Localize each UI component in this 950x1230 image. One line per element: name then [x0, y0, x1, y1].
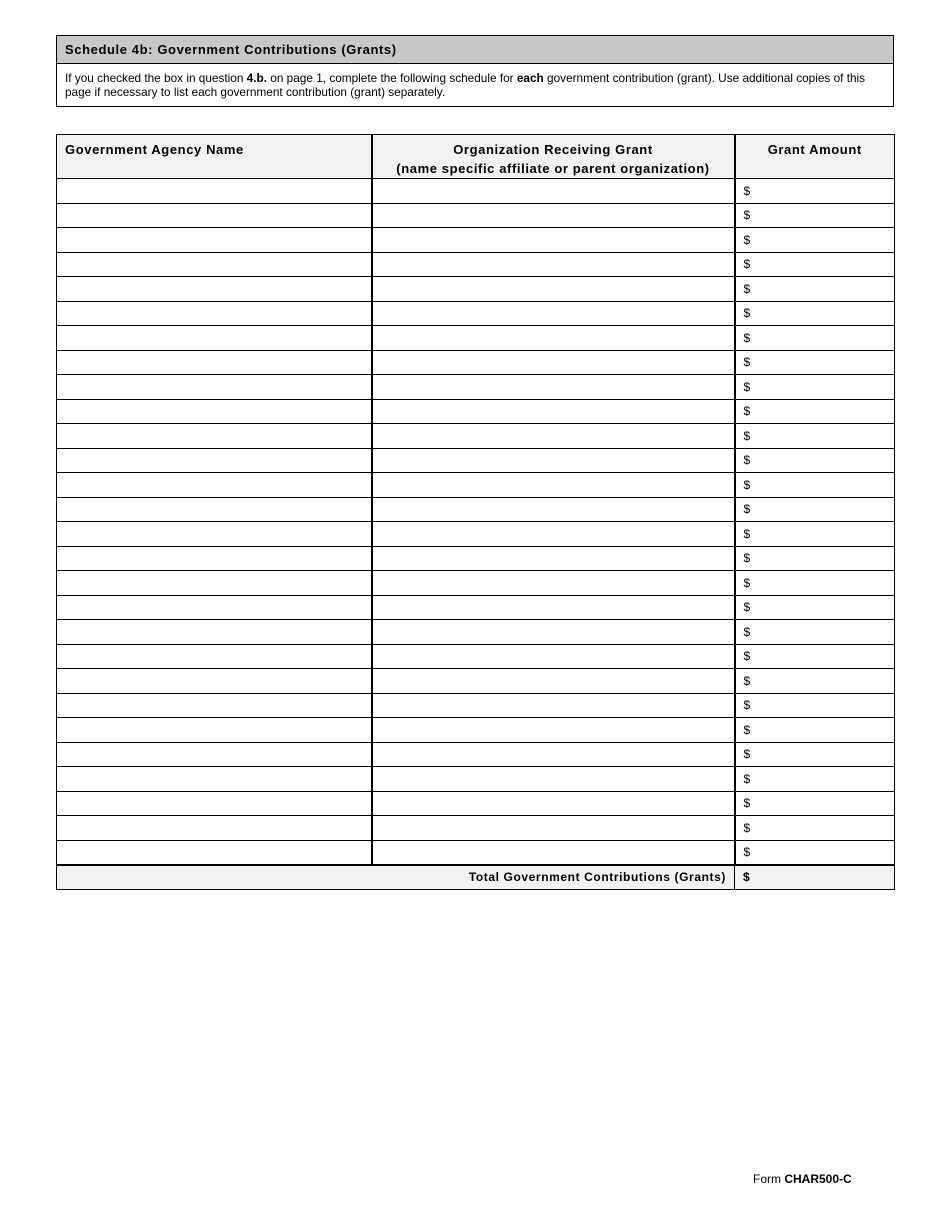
organization-field[interactable]	[372, 326, 735, 351]
grant-amount-field[interactable]	[735, 522, 895, 547]
grant-amount-field[interactable]	[735, 840, 895, 865]
organization-field[interactable]	[372, 644, 735, 669]
grant-entry-row	[57, 203, 895, 228]
grant-amount-field[interactable]	[735, 203, 895, 228]
grant-rows	[57, 179, 895, 890]
grant-amount-field[interactable]	[735, 326, 895, 351]
agency-name-field[interactable]	[57, 448, 372, 473]
agency-name-field[interactable]	[57, 350, 372, 375]
header-grant-amount: Grant Amount	[735, 135, 895, 179]
grant-amount-field[interactable]	[735, 644, 895, 669]
grant-amount-field[interactable]	[735, 252, 895, 277]
question-reference: 4.b.	[246, 71, 267, 85]
organization-field[interactable]	[372, 595, 735, 620]
currency-symbol: $	[743, 722, 751, 737]
currency-symbol: $	[743, 183, 751, 198]
agency-name-field[interactable]	[57, 375, 372, 400]
organization-field[interactable]	[372, 448, 735, 473]
agency-name-field[interactable]	[57, 669, 372, 694]
grant-entry-row	[57, 522, 895, 547]
agency-name-field[interactable]	[57, 742, 372, 767]
currency-symbol: $	[743, 306, 751, 321]
grant-amount-field[interactable]	[735, 816, 895, 841]
grant-amount-field[interactable]	[735, 473, 895, 498]
grant-entry-row	[57, 350, 895, 375]
agency-name-field[interactable]	[57, 644, 372, 669]
organization-field[interactable]	[372, 301, 735, 326]
currency-symbol: $	[743, 257, 751, 272]
grant-amount-field[interactable]	[735, 301, 895, 326]
total-row	[57, 865, 895, 890]
grant-entry-row	[57, 228, 895, 253]
grant-entry-row	[57, 791, 895, 816]
currency-symbol: $	[743, 771, 751, 786]
grant-entry-row	[57, 571, 895, 596]
grant-entry-row	[57, 375, 895, 400]
instructions-text-2: on page 1, complete the following schedule for	[267, 71, 517, 85]
currency-symbol: $	[743, 796, 751, 811]
grant-amount-field[interactable]	[735, 497, 895, 522]
organization-field[interactable]	[372, 522, 735, 547]
grant-amount-field[interactable]	[735, 742, 895, 767]
grant-entry-row	[57, 693, 895, 718]
organization-field[interactable]	[372, 473, 735, 498]
grant-entry-row	[57, 546, 895, 571]
grant-entry-row	[57, 816, 895, 841]
agency-name-field[interactable]	[57, 203, 372, 228]
organization-field[interactable]	[372, 228, 735, 253]
form-prefix: Form	[753, 1172, 785, 1186]
currency-symbol: $	[743, 379, 751, 394]
grant-entry-row	[57, 301, 895, 326]
organization-field[interactable]	[372, 840, 735, 865]
organization-field[interactable]	[372, 693, 735, 718]
currency-symbol: $	[743, 208, 751, 223]
agency-name-field[interactable]	[57, 252, 372, 277]
organization-field[interactable]	[372, 767, 735, 792]
agency-name-field[interactable]	[57, 571, 372, 596]
currency-symbol: $	[743, 845, 751, 859]
organization-field[interactable]	[372, 277, 735, 302]
currency-symbol: $	[743, 649, 751, 664]
currency-symbol: $	[743, 404, 751, 419]
schedule-header-box	[56, 35, 894, 107]
currency-symbol: $	[743, 232, 751, 247]
organization-field[interactable]	[372, 424, 735, 449]
organization-field[interactable]	[372, 546, 735, 571]
total-amount-field[interactable]	[735, 865, 895, 890]
organization-field[interactable]	[372, 179, 735, 204]
header-organization-line1: Organization Receiving Grant	[453, 142, 653, 157]
currency-symbol: $	[743, 330, 751, 345]
agency-name-field[interactable]	[57, 693, 372, 718]
currency-symbol: $	[743, 281, 751, 296]
organization-field[interactable]	[372, 497, 735, 522]
total-label: Total Government Contributions (Grants)	[57, 865, 735, 890]
grant-entry-row	[57, 252, 895, 277]
organization-field[interactable]	[372, 742, 735, 767]
grant-amount-field[interactable]	[735, 228, 895, 253]
grants-table	[56, 134, 895, 890]
agency-name-field[interactable]	[57, 277, 372, 302]
grant-amount-field[interactable]	[735, 693, 895, 718]
organization-field[interactable]	[372, 816, 735, 841]
organization-field[interactable]	[372, 252, 735, 277]
currency-symbol: $	[743, 575, 751, 590]
grant-amount-field[interactable]	[735, 767, 895, 792]
agency-name-field[interactable]	[57, 301, 372, 326]
grant-amount-field[interactable]	[735, 277, 895, 302]
currency-symbol: $	[743, 477, 751, 492]
agency-name-field[interactable]	[57, 718, 372, 743]
currency-symbol: $	[743, 453, 751, 468]
agency-name-field[interactable]	[57, 816, 372, 841]
agency-name-field[interactable]	[57, 840, 372, 865]
grant-amount-field[interactable]	[735, 669, 895, 694]
agency-name-field[interactable]	[57, 546, 372, 571]
header-row	[57, 135, 895, 179]
agency-name-field[interactable]	[57, 473, 372, 498]
agency-name-field[interactable]	[57, 497, 372, 522]
currency-symbol: $	[743, 526, 751, 541]
organization-field[interactable]	[372, 620, 735, 645]
currency-symbol: $	[743, 698, 751, 713]
grant-amount-field[interactable]	[735, 399, 895, 424]
agency-name-field[interactable]	[57, 424, 372, 449]
grant-entry-row	[57, 595, 895, 620]
agency-name-field[interactable]	[57, 228, 372, 253]
schedule-instructions	[57, 64, 893, 106]
form-identifier	[753, 1172, 852, 1186]
form-number: CHAR500-C	[784, 1172, 852, 1186]
organization-field[interactable]	[372, 791, 735, 816]
grant-amount-field[interactable]	[735, 375, 895, 400]
header-organization	[372, 135, 735, 179]
grant-entry-row	[57, 620, 895, 645]
grant-entry-row	[57, 840, 895, 865]
currency-symbol: $	[743, 502, 751, 517]
grant-entry-row	[57, 179, 895, 204]
currency-symbol: $	[743, 624, 751, 639]
grant-entry-row	[57, 473, 895, 498]
grant-entry-row	[57, 742, 895, 767]
header-organization-line2: (name specific affiliate or parent organization)	[396, 161, 710, 176]
grant-entry-row	[57, 644, 895, 669]
agency-name-field[interactable]	[57, 326, 372, 351]
organization-field[interactable]	[372, 375, 735, 400]
grant-amount-field[interactable]	[735, 620, 895, 645]
currency-symbol: $	[743, 551, 751, 566]
organization-field[interactable]	[372, 203, 735, 228]
grant-entry-row	[57, 497, 895, 522]
agency-name-field[interactable]	[57, 595, 372, 620]
organization-field[interactable]	[372, 399, 735, 424]
currency-symbol: $	[743, 600, 751, 615]
agency-name-field[interactable]	[57, 791, 372, 816]
grant-entry-row	[57, 399, 895, 424]
organization-field[interactable]	[372, 718, 735, 743]
organization-field[interactable]	[372, 571, 735, 596]
agency-name-field[interactable]	[57, 620, 372, 645]
grant-amount-field[interactable]	[735, 791, 895, 816]
grant-amount-field[interactable]	[735, 546, 895, 571]
grant-entry-row	[57, 326, 895, 351]
currency-symbol: $	[743, 355, 751, 370]
grant-entry-row	[57, 669, 895, 694]
total-currency-symbol: $	[743, 870, 751, 884]
organization-field[interactable]	[372, 669, 735, 694]
grant-amount-field[interactable]	[735, 595, 895, 620]
schedule-title: Schedule 4b: Government Contributions (Grants)	[57, 36, 893, 64]
currency-symbol: $	[743, 747, 751, 762]
currency-symbol: $	[743, 820, 751, 835]
agency-name-field[interactable]	[57, 767, 372, 792]
grant-amount-field[interactable]	[735, 448, 895, 473]
grant-entry-row	[57, 277, 895, 302]
currency-symbol: $	[743, 428, 751, 443]
grant-entry-row	[57, 448, 895, 473]
instructions-text-3: government contribution (grant). Use additional copies of this page if necessary to list each government contribution (grant) separately.	[65, 71, 866, 99]
header-agency-name: Government Agency Name	[57, 135, 372, 179]
agency-name-field[interactable]	[57, 179, 372, 204]
grant-entry-row	[57, 767, 895, 792]
currency-symbol: $	[743, 673, 751, 688]
grant-amount-field[interactable]	[735, 179, 895, 204]
instructions-emphasis: each	[516, 71, 544, 85]
grant-amount-field[interactable]	[735, 718, 895, 743]
grant-amount-field[interactable]	[735, 424, 895, 449]
agency-name-field[interactable]	[57, 399, 372, 424]
grant-entry-row	[57, 424, 895, 449]
instructions-text-1: If you checked the box in question	[65, 71, 247, 85]
grant-amount-field[interactable]	[735, 350, 895, 375]
grant-amount-field[interactable]	[735, 571, 895, 596]
organization-field[interactable]	[372, 350, 735, 375]
grant-entry-row	[57, 718, 895, 743]
agency-name-field[interactable]	[57, 522, 372, 547]
